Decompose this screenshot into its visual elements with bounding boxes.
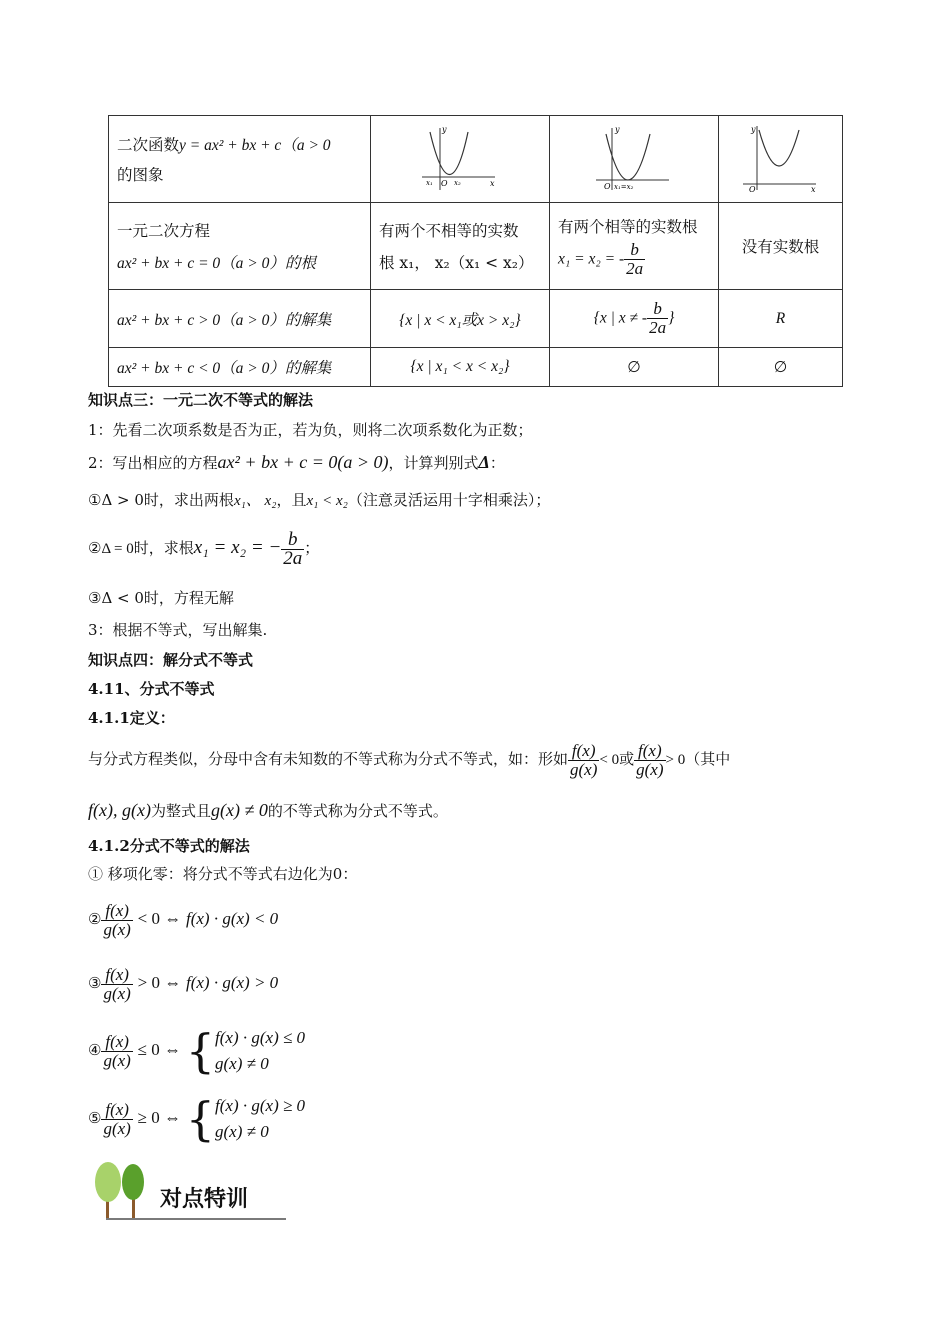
row2-no-root: 没有实数根: [719, 203, 843, 290]
case1: ①Δ > 0时，求出两根x₁、 x₂，且x₁ < x₂（注意灵活运用十字相乘法）；: [88, 491, 551, 509]
root2-label: x₂: [454, 179, 461, 187]
double-root-label: x₁=x₂: [614, 183, 634, 191]
method4: ④ $\frac{f(x)}{g(x)}$ ≤ 0 ⇔ { f(x) · g(x) ≤ 0 g(x) ≠ 0: [88, 1024, 306, 1078]
practice-badge: [92, 1160, 292, 1222]
row2-one-root: 有两个相等的实数根 x₁ = x₂ = - $\frac{b}{2a}$: [550, 203, 719, 290]
row4-solution-two-roots: {x | x₁ < x < x₂}: [371, 348, 550, 387]
step2: 2：写出相应的方程ax² + bx + c = 0(a > 0)，计算判别式Δ：: [88, 452, 505, 472]
method1: ① 移项化零：将分式不等式右边化为0：: [88, 865, 358, 883]
definition-line1: 与分式方程类似，分母中含有未知数的不等式称为分式不等式，如：形如 $\frac{f(x)}{g(x)}$ < 0或 $\frac{f(x)}{g(x)}$ > 0（其中: [88, 740, 731, 779]
parabola-two-roots-graph: [420, 122, 500, 192]
method5: ⑤ $\frac{f(x)}{g(x)}$ ≥ 0 ⇔ { f(x) · g(x) ≥ 0 g(x) ≠ 0: [88, 1092, 306, 1146]
parabola-no-root-graph: [741, 122, 821, 192]
subsection-4-11: 4.11、分式不等式: [88, 680, 215, 698]
badge-label: 对点特训: [160, 1187, 249, 1212]
quadratic-summary-table: [108, 115, 843, 387]
section4-heading: 知识点四：解分式不等式: [88, 651, 254, 669]
y-axis-label: y: [615, 125, 620, 134]
tree-icon: [92, 1160, 162, 1222]
left-brace: {: [185, 1092, 216, 1146]
row2-label: 一元二次方程 ax² + bx + c = 0（a > 0）的根: [109, 203, 371, 290]
row1-label: 二次函数y = ax² + bx + c（a > 0 的图象: [109, 116, 371, 203]
x-axis-label: x: [810, 185, 816, 192]
step1: 1：先看二次项系数是否为正，若为负，则将二次项系数化为正数；: [88, 421, 533, 439]
row4-solution-no-root: ∅: [719, 348, 843, 387]
graph-two-roots: [371, 116, 550, 203]
method3: ③ $\frac{f(x)}{g(x)}$ > 0 ⇔ f(x) · g(x) > 0: [88, 964, 279, 1003]
row2-two-roots: 有两个不相等的实数 根 x₁， x₂（x₁ < x₂）: [371, 203, 550, 290]
method2: ② $\frac{f(x)}{g(x)}$ < 0 ⇔ f(x) · g(x) < 0: [88, 900, 279, 939]
origin-label: O: [441, 179, 448, 188]
case3: ③Δ < 0时，方程无解: [88, 589, 234, 607]
row3-solution-two-roots: {x | x < x₁或x > x₂}: [371, 290, 550, 348]
row3-solution-one-root: {x | x ≠ - $\frac{b}{2a}$ }: [550, 290, 719, 348]
row4-solution-one-root: ∅: [550, 348, 719, 387]
subsection-4-1-2: 4.1.2分式不等式的解法: [88, 837, 250, 855]
row4-label: ax² + bx + c < 0（a > 0）的解集: [109, 348, 371, 387]
root1-label: x₁: [426, 179, 433, 187]
y-axis-label: y: [442, 125, 447, 134]
badge-underline: [106, 1218, 286, 1220]
y-axis-label: y: [750, 125, 756, 134]
step3: 3：根据不等式，写出解集.: [88, 621, 268, 639]
graph-one-root: [550, 116, 719, 203]
section3-heading: 知识点三：一元二次不等式的解法: [88, 391, 314, 409]
row3-solution-no-root: R: [719, 290, 843, 348]
definition-line2: f(x), g(x)为整式且g(x) ≠ 0的不等式称为分式不等式。: [88, 800, 448, 820]
x-axis-label: x: [490, 179, 495, 188]
origin-label: O: [748, 185, 756, 192]
row3-label: ax² + bx + c > 0（a > 0）的解集: [109, 290, 371, 348]
subsection-4-1-1: 4.1.1定义：: [88, 709, 175, 727]
origin-label: O: [604, 182, 611, 191]
parabola-one-root-graph: [594, 122, 674, 192]
graph-no-root: [719, 116, 843, 203]
case2: ②Δ = 0时，求根x₁ = x₂ = − $\frac{b}{2a}$ ；: [88, 528, 320, 569]
left-brace: {: [185, 1024, 216, 1078]
